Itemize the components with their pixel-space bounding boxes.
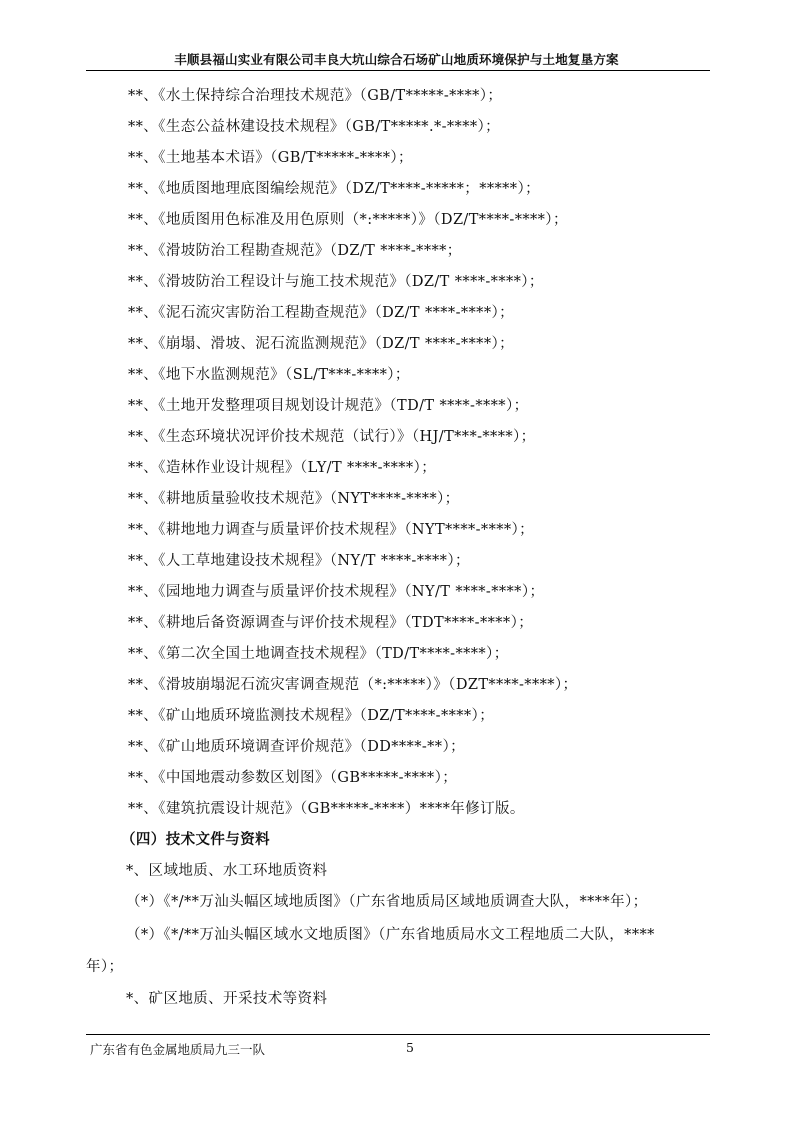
reference-item: **、《崩塌、滑坡、泥石流监测规范》（DZ/T ****-****）； [128,336,515,352]
reference-item: **、《滑坡防治工程勘查规范》（DZ/T ****-****； [128,243,462,259]
reference-item: **、《矿山地质环境调查评价规范》（DD****-**）； [128,739,465,755]
reference-item: **、《滑坡防治工程设计与施工技术规范》（DZ/T ****-****）； [128,274,544,290]
reference-item: **、《土地开发整理项目规划设计规范》（TD/T ****-****）； [128,398,529,414]
list-item: （*）《*/**万汕头幅区域水文地质图》（广东省地质局水文工程地质二大队，**** [126,927,655,943]
reference-item: **、《园地地力调查与质量评价技术规程》（NY/T ****-****）； [128,584,545,600]
list-item: *、区域地质、水工环地质资料 [126,863,328,879]
header-title: 丰顺县福山实业有限公司丰良大坑山综合石场矿山地质环境保护与土地复垦方案 [174,52,619,67]
reference-item: **、《造林作业设计规程》（LY/T ****-****）； [128,460,437,476]
reference-item: **、《土地基本术语》（GB/T*****-****）； [128,150,413,166]
list-item: （*）《*/**万汕头幅区域地质图》（广东省地质局区域地质调查大队，****年）； [126,894,648,910]
reference-item: **、《建筑抗震设计规范》（GB*****-****）****年修订版。 [128,801,525,817]
reference-item: **、《地下水监测规范》（SL/T***-****）； [128,367,410,383]
reference-item: **、《水土保持综合治理技术规范》（GB/T*****-****）； [128,88,503,104]
list-item-continuation: 年）； [86,959,124,975]
reference-item: **、《地质图用色标准及用色原则（*:*****）》（DZ/T****-****）； [128,212,568,228]
reference-item: **、《耕地质量验收技术规范》（NYT****-****）； [128,491,460,507]
reference-item: **、《耕地地力调查与质量评价技术规程》（NYT****-****）； [128,522,535,538]
reference-item: **、《中国地震动参数区划图》（GB*****-****）； [128,770,458,786]
reference-item: **、《滑坡崩塌泥石流灾害调查规范（*:*****）》（DZT****-****）； [128,677,578,693]
reference-item: **、《第二次全国土地调查技术规程》（TD/T****-****）； [128,646,509,662]
reference-item: **、《矿山地质环境监测技术规程》（DZ/T****-****）； [128,708,495,724]
section-heading: （四）技术文件与资料 [121,831,270,848]
reference-item: **、《生态环境状况评价技术规范（试行）》（HJ/T***-****）； [128,429,536,445]
footer-divider [86,1034,710,1035]
list-item: *、矿区地质、开采技术等资料 [126,991,328,1007]
reference-item: **、《泥石流灾害防治工程勘查规范》（DZ/T ****-****）； [128,305,515,321]
reference-item: **、《地质图地理底图编绘规范》（DZ/T****-*****；*****）； [128,181,541,197]
reference-item: **、《人工草地建设技术规程》（NY/T ****-****）； [128,553,470,569]
reference-item: **、《生态公益林建设技术规程》（GB/T*****.*-****）； [128,119,501,135]
reference-item: **、《耕地后备资源调查与评价技术规程》（TDT****-****）； [128,615,534,631]
header-divider [86,70,710,71]
page-number: 5 [406,1040,414,1055]
footer-organization: 广东省有色金属地质局九三一队 [90,1042,266,1057]
